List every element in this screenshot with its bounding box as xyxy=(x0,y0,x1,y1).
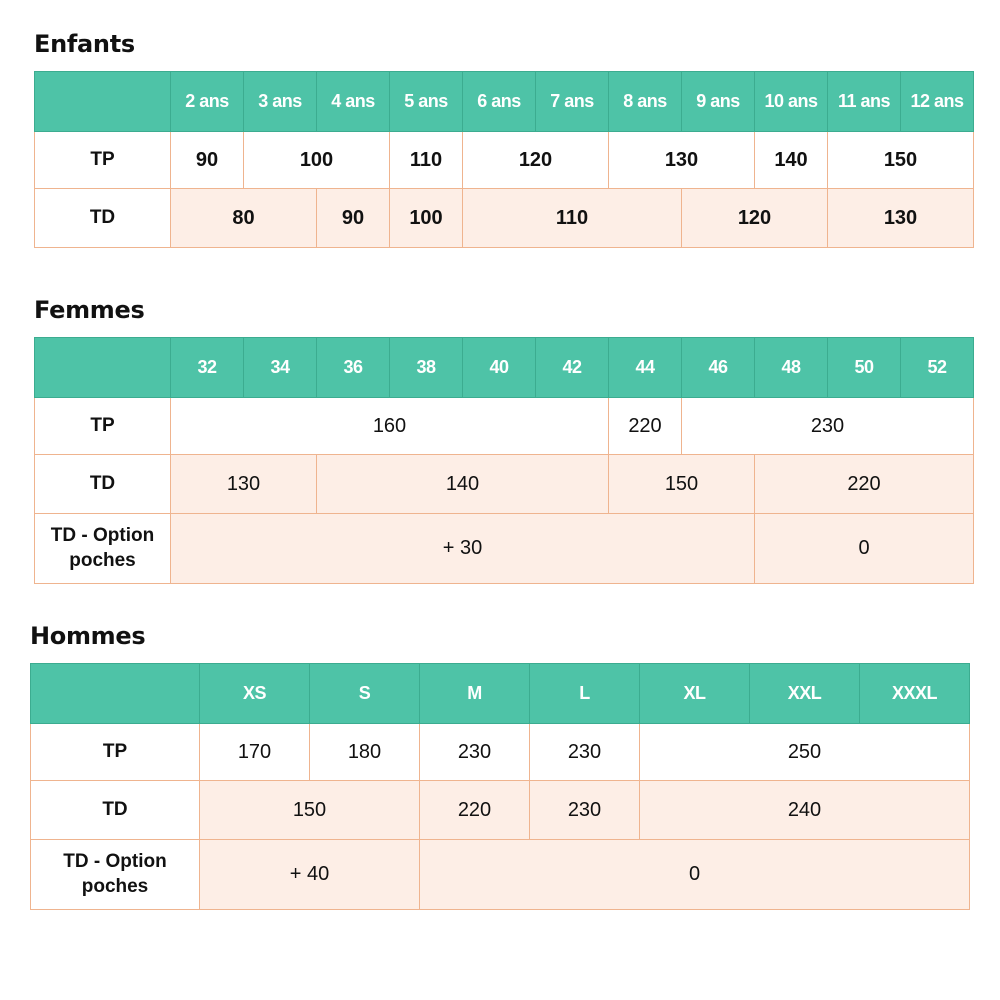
size-header: 52 xyxy=(901,338,974,398)
value-cell: 170 xyxy=(200,724,310,781)
table-row xyxy=(31,840,970,910)
size-header: 36 xyxy=(317,338,390,398)
size-header: XXXL xyxy=(860,664,970,724)
value-cell: 110 xyxy=(390,132,463,189)
size-header: 6 ans xyxy=(463,72,536,132)
table-row xyxy=(31,724,970,781)
femmes-title: Femmes xyxy=(34,296,145,324)
size-header: 48 xyxy=(755,338,828,398)
corner-cell xyxy=(31,664,200,724)
value-cell: 130 xyxy=(171,455,317,514)
row-label: TP xyxy=(35,132,171,189)
value-cell: 160 xyxy=(171,398,609,455)
size-header: 3 ans xyxy=(244,72,317,132)
size-header: 8 ans xyxy=(609,72,682,132)
corner-cell xyxy=(35,72,171,132)
size-header: L xyxy=(530,664,640,724)
size-header: XL xyxy=(640,664,750,724)
femmes-size-table xyxy=(34,337,974,584)
value-cell: 230 xyxy=(530,724,640,781)
size-header: 11 ans xyxy=(828,72,901,132)
table-row xyxy=(35,514,974,584)
value-cell: 100 xyxy=(244,132,390,189)
hommes-title: Hommes xyxy=(30,622,146,650)
size-header: XS xyxy=(200,664,310,724)
hommes-size-table xyxy=(30,663,970,910)
value-cell: 100 xyxy=(390,189,463,248)
size-header: 2 ans xyxy=(171,72,244,132)
size-header: 10 ans xyxy=(755,72,828,132)
size-header: 50 xyxy=(828,338,901,398)
row-label: TD xyxy=(35,455,171,514)
row-label: TD - Option poches xyxy=(35,514,171,584)
value-cell: 240 xyxy=(640,781,970,840)
size-header: 4 ans xyxy=(317,72,390,132)
value-cell: 230 xyxy=(530,781,640,840)
size-header: 7 ans xyxy=(536,72,609,132)
value-cell: 90 xyxy=(317,189,390,248)
size-header: 42 xyxy=(536,338,609,398)
size-header: S xyxy=(310,664,420,724)
value-cell: 0 xyxy=(755,514,974,584)
size-header: M xyxy=(420,664,530,724)
value-cell: + 30 xyxy=(171,514,755,584)
enfants-title: Enfants xyxy=(34,30,135,58)
size-header: XXL xyxy=(750,664,860,724)
size-header: 12 ans xyxy=(901,72,974,132)
table-row xyxy=(35,189,974,248)
enfants-size-table xyxy=(34,71,974,248)
table-row xyxy=(35,398,974,455)
value-cell: 140 xyxy=(755,132,828,189)
value-cell: 80 xyxy=(171,189,317,248)
value-cell: 110 xyxy=(463,189,682,248)
value-cell: 230 xyxy=(682,398,974,455)
value-cell: 130 xyxy=(609,132,755,189)
value-cell: 140 xyxy=(317,455,609,514)
row-label: TD - Option poches xyxy=(31,840,200,910)
size-header: 9 ans xyxy=(682,72,755,132)
value-cell: 120 xyxy=(682,189,828,248)
value-cell: 150 xyxy=(609,455,755,514)
value-cell: 220 xyxy=(609,398,682,455)
corner-cell xyxy=(35,338,171,398)
size-header: 44 xyxy=(609,338,682,398)
size-header: 38 xyxy=(390,338,463,398)
size-header: 46 xyxy=(682,338,755,398)
size-header: 32 xyxy=(171,338,244,398)
value-cell: 130 xyxy=(828,189,974,248)
value-cell: 120 xyxy=(463,132,609,189)
table-row xyxy=(31,781,970,840)
size-header: 34 xyxy=(244,338,317,398)
value-cell: 0 xyxy=(420,840,970,910)
value-cell: 220 xyxy=(420,781,530,840)
value-cell: 150 xyxy=(200,781,420,840)
value-cell: 180 xyxy=(310,724,420,781)
row-label: TP xyxy=(31,724,200,781)
row-label: TD xyxy=(35,189,171,248)
row-label: TD xyxy=(31,781,200,840)
value-cell: 250 xyxy=(640,724,970,781)
value-cell: + 40 xyxy=(200,840,420,910)
value-cell: 150 xyxy=(828,132,974,189)
value-cell: 230 xyxy=(420,724,530,781)
value-cell: 220 xyxy=(755,455,974,514)
value-cell: 90 xyxy=(171,132,244,189)
size-header: 5 ans xyxy=(390,72,463,132)
table-row xyxy=(35,455,974,514)
table-row xyxy=(35,132,974,189)
row-label: TP xyxy=(35,398,171,455)
size-header: 40 xyxy=(463,338,536,398)
